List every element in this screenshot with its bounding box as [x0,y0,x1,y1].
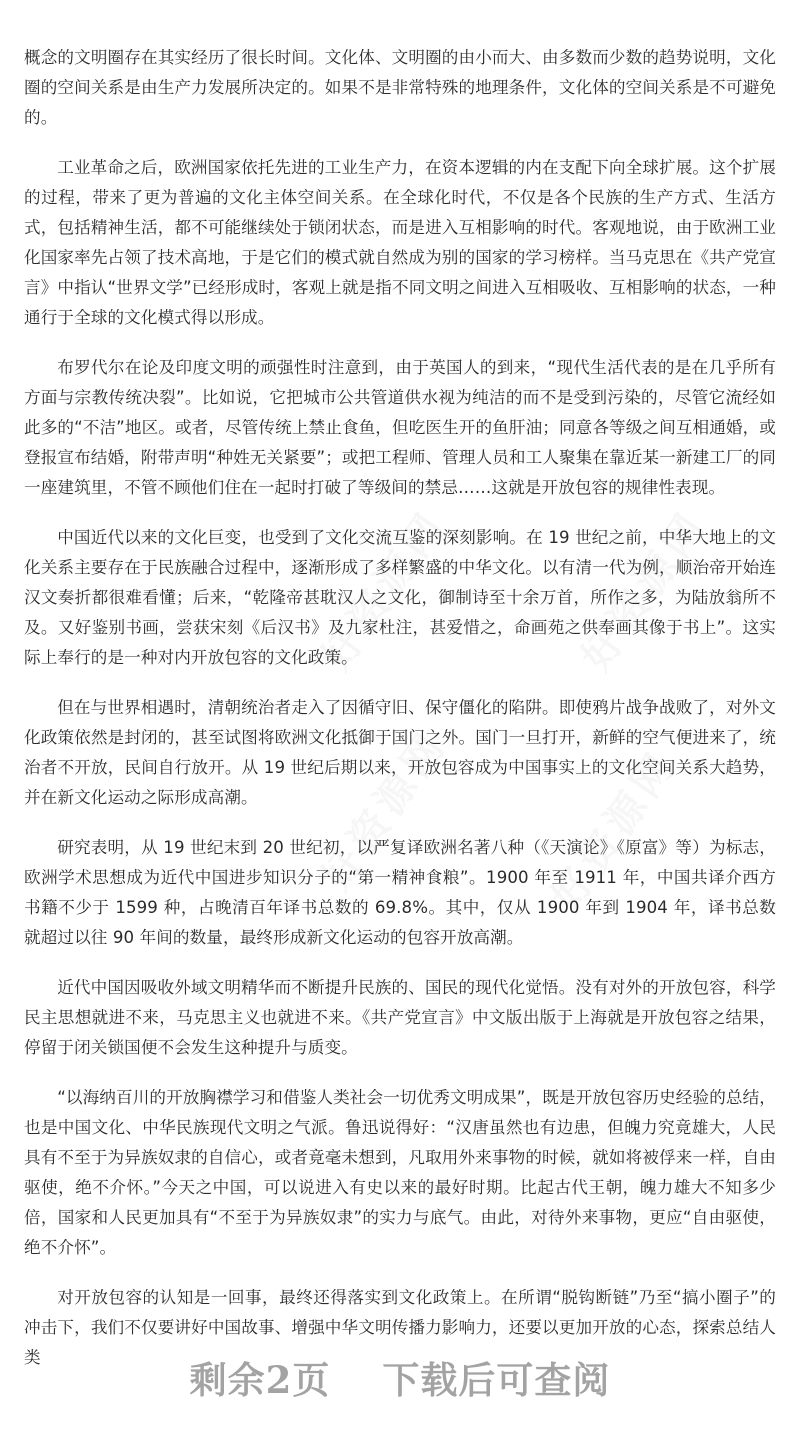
paragraph-2: 工业革命之后，欧洲国家依托先进的工业生产力，在资本逻辑的内在支配下向全球扩展。这个扩展的过程，带来了更为普遍的文化主体空间关系。在全球化时代，不仅是各个民族的生产方式、生活方式，包括精神生活，都不可能继续处于锁闭状态，而是进入互相影响的时代。客观地说，由于欧洲工业化国家率先占领了技术高地，于是它们的模式就自然成为别的国家的学习榜样。当马克思在《共产党宣言》中指认“世界文学”已经形成时，客观上就是指不同文明之间进入互相吸收、互相影响的状态，一种通行于全球的文化模式得以形成。 [24,158,776,327]
download-prompt[interactable] [0,1350,800,1404]
paragraph-5: 但在与世界相遇时，清朝统治者走入了因循守旧、保守僵化的陷阱。即使鸦片战争战败了，对外文化政策依然是封闭的，甚至试图将欧洲文化抵御于国门之外。国门一旦打开，新鲜的空气便进来了，统治者不开放，民间自行放开。从 19 世纪后期以来，开放包容成为中国事实上的文化空间关系大趋势，并在新文化运动之际形成高潮。 [24,698,776,807]
paragraph-7: 近代中国因吸收外域文明精华而不断提升民族的、国民的现代化觉悟。没有对外的开放包容，科学民主思想就进不来，马克思主义也就进不来。《共产党宣言》中文版出版于上海就是开放包容之结果，停留于闭关锁国便不会发生这种提升与质变。 [24,978,776,1057]
download-hint-label: 下载后可查阅 [382,1358,611,1402]
document-body [24,43,776,1393]
paragraph-9: 对开放包容的认知是一回事，最终还得落实到文化政策上。在所谓“脱钩断链”乃至“搞小圈子”的冲击下，我们不仅要讲好中国故事、增强中华文明传播力影响力，还要以更加开放的心态，探索总结人类 [24,1288,776,1367]
remaining-pages-label: 剩余2页 [189,1358,331,1402]
paragraph-3: 布罗代尔在论及印度文明的顽强性时注意到，由于英国人的到来，“现代生活代表的是在几乎所有方面与宗教传统决裂”。比如说，它把城市公共管道供水视为纯洁的而不是受到污染的，尽管它流经如此多的“不洁”地区。或者，尽管传统上禁止食鱼，但吃医生开的鱼肝油；同意各等级之间互相通婚，或登报宣布结婚，附带声明“种姓无关紧要”；或把工程师、管理人员和工人聚集在靠近某一新建工厂的同一座建筑里，不管不顾他们住在一起时打破了等级间的禁忌……这就是开放包容的规律性表现。 [24,358,776,497]
paragraph-1: 概念的文明圈存在其实经历了很长时间。文化体、文明圈的由小而大、由多数而少数的趋势说明，文化圈的空间关系是由生产力发展所决定的。如果不是非常特殊的地理条件，文化体的空间关系是不可避免的。 [24,48,776,127]
paragraph-4: 中国近代以来的文化巨变，也受到了文化交流互鉴的深刻影响。在 19 世纪之前，中华大地上的文化关系主要存在于民族融合过程中，逐渐形成了多样繁盛的中华文化。以有清一代为例，顺治帝开始连汉文奏折都很难看懂；后来，“乾隆帝甚耽汉人之文化，御制诗至十余万首，所作之多，为陆放翁所不及。又好鉴别书画，尝获宋刻《后汉书》及九家杜注，甚爱惜之，命画苑之供奉画其像于书上”。这实际上奉行的是一种对内开放包容的文化政策。 [24,528,776,667]
paragraph-6: 研究表明，从 19 世纪末到 20 世纪初，以严复译欧洲名著八种（《天演论》《原富》等）为标志，欧洲学术思想成为近代中国进步知识分子的“第一精神食粮”。1900 年至 1911 年，中国共译介西方书籍不少于 1599 种，占晚清百年译书总数的 69.8%。其中，仅从 1900 年到 1904 年，译书总数就超过以往 90 年间的数量，最终形成新文化运动的包容开放高潮。 [24,838,776,947]
paragraph-8: “以海纳百川的开放胸襟学习和借鉴人类社会一切优秀文明成果”，既是开放包容历史经验的总结，也是中国文化、中华民族现代文明之气派。鲁迅说得好：“汉唐虽然也有边患，但魄力究竟雄大，人民具有不至于为异族奴隶的自信心，或者竟毫未想到，凡取用外来事物的时候，就如将被俘来一样，自由驱使，绝不介怀。”今天之中国，可以说进入有史以来的最好时期。比起古代王朝，魄力雄大不知多少倍，国家和人民更加具有“不至于为异族奴隶”的实力与底气。由此，对待外来事物，更应“自由驱使，绝不介怀”。 [24,1088,776,1257]
